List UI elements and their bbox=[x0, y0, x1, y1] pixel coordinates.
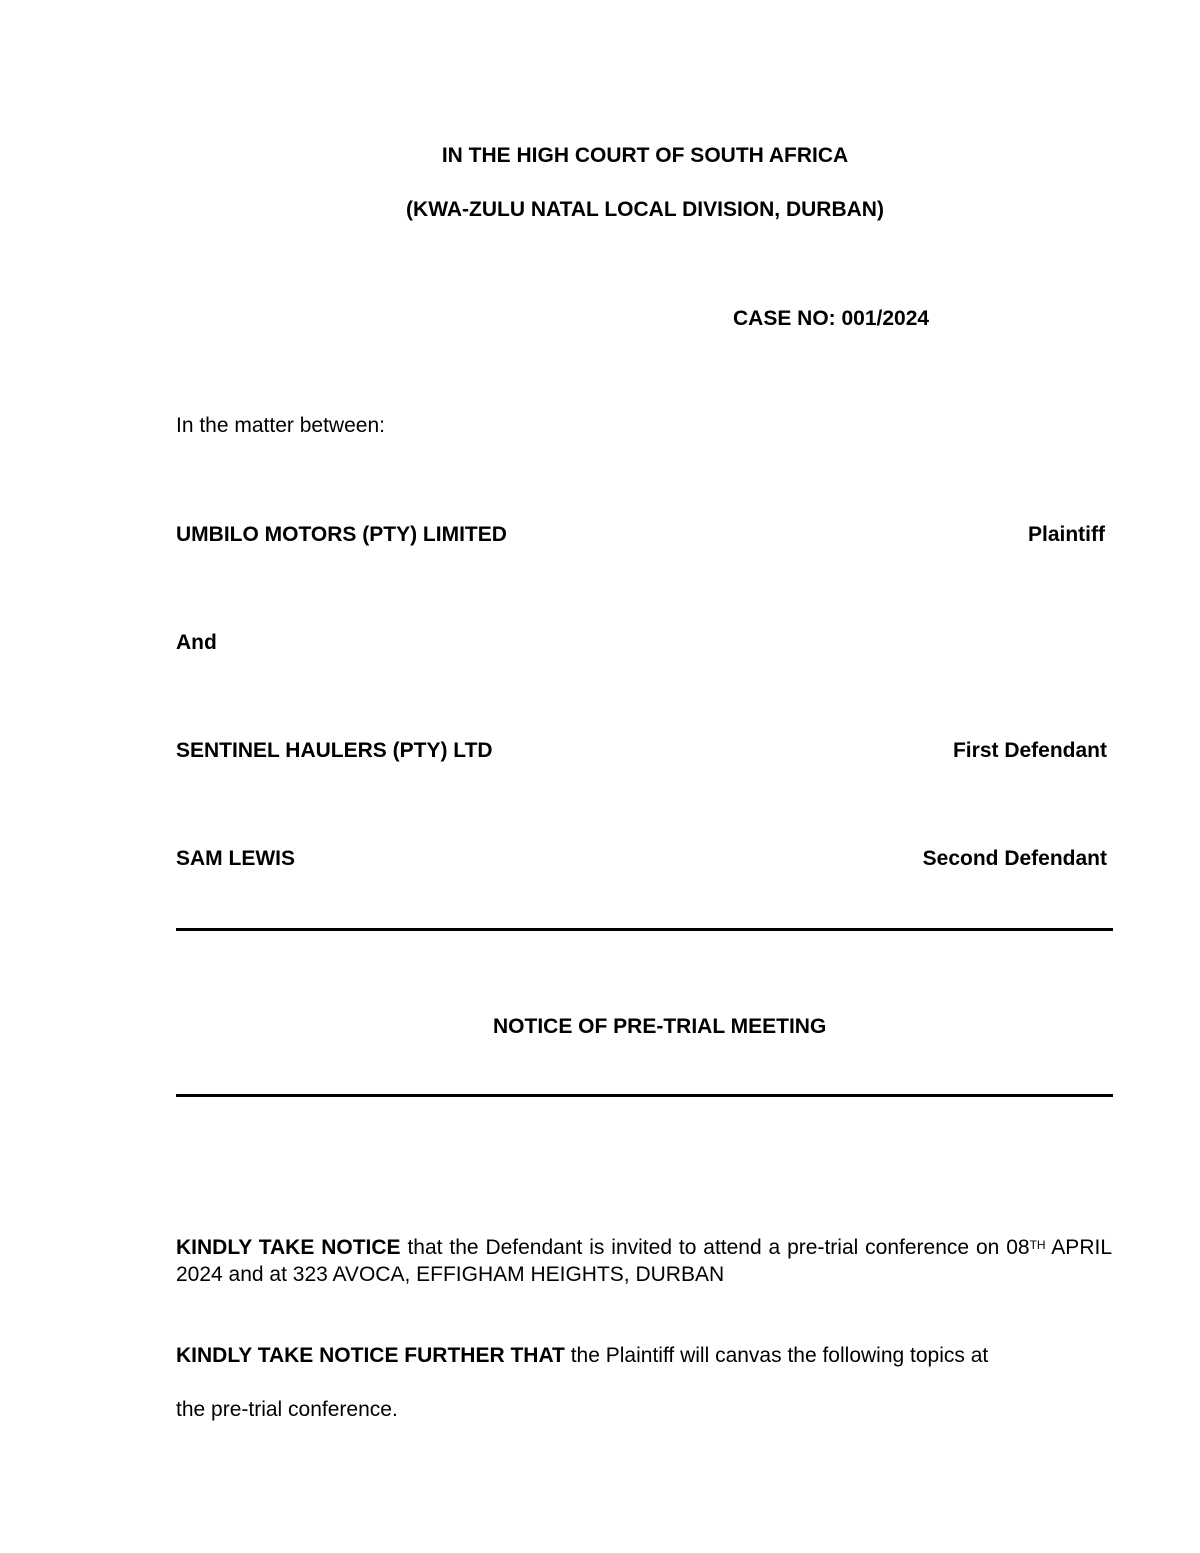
paragraph-2-line-1-text: the Plaintiff will canvas the following topics at bbox=[564, 1344, 989, 1367]
court-division: (KWA-ZULU NATAL LOCAL DIVISION, DURBAN) bbox=[406, 198, 884, 221]
matter-intro: In the matter between: bbox=[176, 414, 385, 437]
court-name: IN THE HIGH COURT OF SOUTH AFRICA bbox=[441, 144, 849, 167]
plaintiff-role: Plaintiff bbox=[1028, 523, 1105, 546]
plaintiff-name: UMBILO MOTORS (PTY) LIMITED bbox=[176, 523, 507, 546]
second-defendant-name: SAM LEWIS bbox=[176, 847, 295, 870]
first-defendant-name: SENTINEL HAULERS (PTY) LTD bbox=[176, 739, 493, 762]
paragraph-1-text-b: APRIL 2024 and at 323 AVOCA, EFFIGHAM HEIGHTS, DURBAN bbox=[176, 1236, 1112, 1286]
top-rule bbox=[176, 928, 1113, 931]
second-defendant-role: Second Defendant bbox=[922, 847, 1107, 870]
notice-paragraph-1 bbox=[176, 1234, 1112, 1288]
paragraph-1-lead: KINDLY TAKE NOTICE bbox=[176, 1236, 401, 1259]
first-defendant-role: First Defendant bbox=[952, 739, 1107, 762]
notice-paragraph-2-line-1 bbox=[176, 1343, 988, 1369]
conjunction-and: And bbox=[176, 631, 217, 654]
case-number: CASE NO: 001/2024 bbox=[733, 307, 930, 330]
notice-title: NOTICE OF PRE-TRIAL MEETING bbox=[493, 1015, 827, 1038]
notice-paragraph-2-line-2: the pre-trial conference. bbox=[176, 1398, 398, 1421]
date-superscript: TH bbox=[1029, 1238, 1046, 1252]
paragraph-1-text-a: that the Defendant is invited to attend a pre-trial conference on 08 bbox=[400, 1236, 1030, 1259]
bottom-rule bbox=[176, 1094, 1113, 1097]
paragraph-2-lead: KINDLY TAKE NOTICE FURTHER THAT bbox=[176, 1344, 565, 1367]
